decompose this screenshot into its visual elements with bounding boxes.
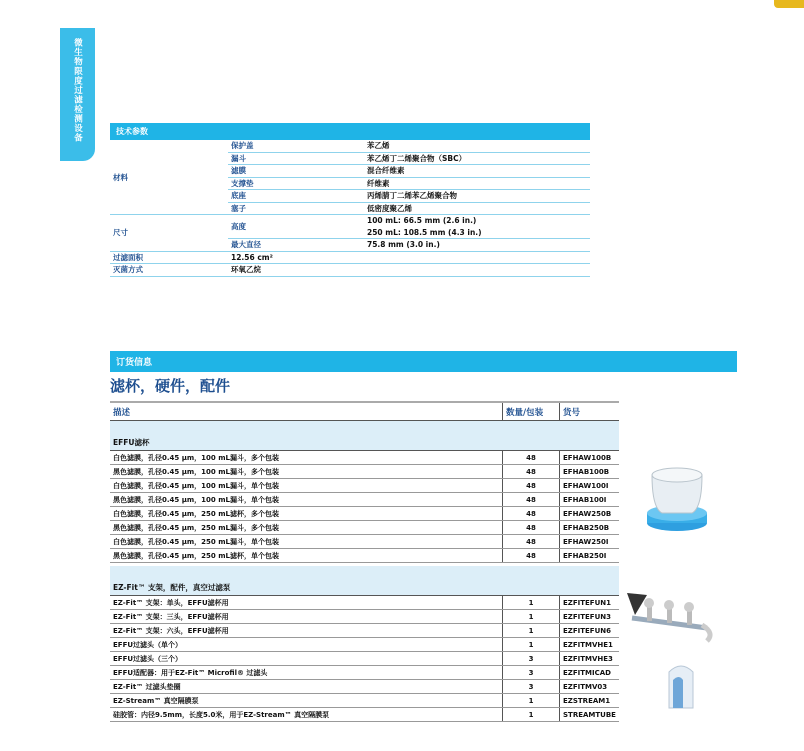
item-description: 黑色滤膜，孔径0.45 µm，250 mL滤杯，单个包装 [110, 549, 503, 563]
col-qty: 数量/包装 [503, 402, 560, 421]
tech-key: 漏斗 [228, 152, 364, 165]
item-code: EZFITMICAD [560, 666, 619, 680]
table-row [110, 680, 737, 694]
section-label: EZ-Fit™ 支架，配件，真空过滤泵 [110, 566, 619, 596]
item-quantity: 3 [503, 652, 560, 666]
item-description: EFFU过滤头（三个） [110, 652, 503, 666]
section-title: 滤杯，硬件，配件 [110, 377, 231, 395]
item-code: EFHAB250B [560, 521, 619, 535]
table-row [110, 535, 737, 549]
section-row [110, 566, 737, 596]
tech-key: 底座 [228, 190, 364, 203]
item-description: EZ-Fit™ 支架：单头，EFFU滤杯用 [110, 596, 503, 610]
table-row [110, 708, 737, 722]
item-code: EFHAB100I [560, 493, 619, 507]
side-tab [60, 28, 95, 161]
item-description: EZ-Stream™ 真空隔膜泵 [110, 694, 503, 708]
tech-header: 技术参数 [110, 123, 590, 140]
corner-decoration [774, 0, 804, 8]
table-row [110, 666, 737, 680]
item-code: EZFITEFUN6 [560, 624, 619, 638]
item-quantity: 48 [503, 451, 560, 465]
item-description: 白色滤膜，孔径0.45 µm，100 mL漏斗，单个包装 [110, 479, 503, 493]
item-quantity: 1 [503, 610, 560, 624]
item-code: EFHAB250I [560, 549, 619, 563]
order-table [110, 401, 737, 722]
tech-value: 250 mL: 108.5 mm (4.3 in.) [364, 227, 590, 239]
order-header: 订货信息 [110, 351, 737, 372]
item-code: EZFITMVHE3 [560, 652, 619, 666]
item-description: EZ-Fit™ 过滤头垫圈 [110, 680, 503, 694]
tech-value: 苯乙烯丁二烯聚合物（SBC） [364, 152, 590, 165]
item-code: EZFITEFUN1 [560, 596, 619, 610]
table-row [110, 652, 737, 666]
side-tab-label: 微生物限度过滤检测设备 [72, 38, 83, 143]
tech-key: 高度 [228, 215, 364, 239]
item-quantity: 3 [503, 680, 560, 694]
item-description: 白色滤膜，孔径0.45 µm，100 mL漏斗，多个包装 [110, 451, 503, 465]
item-code: EFHAW250I [560, 535, 619, 549]
item-quantity: 48 [503, 535, 560, 549]
item-description: 白色滤膜，孔径0.45 µm，250 mL滤杯，多个包装 [110, 507, 503, 521]
table-row [110, 694, 737, 708]
item-code: EZFITMV03 [560, 680, 619, 694]
item-quantity: 1 [503, 708, 560, 722]
tech-group-label: 尺寸 [110, 215, 228, 252]
table-row [110, 549, 737, 563]
image-cell [619, 549, 737, 563]
filter-cup-image [640, 463, 715, 533]
item-code: EZFITMVHE1 [560, 638, 619, 652]
tech-key: 最大直径 [228, 239, 364, 252]
item-code: EFHAW250B [560, 507, 619, 521]
item-description: EFFU过滤头（单个） [110, 638, 503, 652]
item-quantity: 1 [503, 596, 560, 610]
item-quantity: 3 [503, 666, 560, 680]
tech-table [110, 140, 590, 277]
item-code: EFHAB100B [560, 465, 619, 479]
section-label: EFFU滤杯 [110, 421, 619, 451]
item-description: EZ-Fit™ 支架：三头，EFFU滤杯用 [110, 610, 503, 624]
col-desc: 描述 [110, 402, 503, 421]
item-code: EZSTREAM1 [560, 694, 619, 708]
item-quantity: 48 [503, 479, 560, 493]
item-code: EZFITEFUN3 [560, 610, 619, 624]
tech-key: 支撑垫 [228, 177, 364, 190]
tech-group-label: 过滤面积 [110, 251, 228, 264]
item-quantity: 48 [503, 521, 560, 535]
item-description: 白色滤膜，孔径0.45 µm，250 mL漏斗，单个包装 [110, 535, 503, 549]
tech-value: 100 mL: 66.5 mm (2.6 in.) [367, 216, 477, 226]
item-quantity: 1 [503, 694, 560, 708]
tech-value: 混合纤维素 [364, 165, 590, 178]
tech-value: 低密度聚乙烯 [364, 202, 590, 215]
item-description: 硅胶管：内径9.5mm，长度5.0米，用于EZ-Stream™ 真空隔膜泵 [110, 708, 503, 722]
tech-value: 纤维素 [364, 177, 590, 190]
vacuum-pump-image [661, 660, 701, 710]
tech-key: 滤膜 [228, 165, 364, 178]
item-quantity: 48 [503, 465, 560, 479]
item-code: STREAMTUBE [560, 708, 619, 722]
tech-key: 塞子 [228, 202, 364, 215]
tech-group-label: 灭菌方式 [110, 264, 228, 277]
item-description: EZ-Fit™ 支架：六头，EFFU滤杯用 [110, 624, 503, 638]
item-quantity: 48 [503, 507, 560, 521]
item-code: EFHAW100B [560, 451, 619, 465]
item-description: 黑色滤膜，孔径0.45 µm，100 mL漏斗，单个包装 [110, 493, 503, 507]
image-cell [619, 535, 737, 549]
section-row [110, 421, 737, 451]
manifold-image [627, 593, 717, 643]
tech-value: 环氧乙烷 [228, 264, 590, 277]
item-quantity: 48 [503, 493, 560, 507]
tech-value: 丙烯腈丁二烯苯乙烯聚合物 [364, 190, 590, 203]
item-description: 黑色滤膜，孔径0.45 µm，100 mL漏斗，多个包装 [110, 465, 503, 479]
tech-value: 12.56 cm² [228, 251, 590, 264]
tech-key: 保护盖 [228, 140, 364, 152]
item-quantity: 1 [503, 638, 560, 652]
item-description: 黑色滤膜，孔径0.45 µm，250 mL漏斗，多个包装 [110, 521, 503, 535]
tech-value: 75.8 mm (3.0 in.) [364, 239, 590, 252]
tech-row [110, 140, 590, 152]
tech-value: 苯乙烯 [364, 140, 590, 152]
item-quantity: 1 [503, 624, 560, 638]
item-code: EFHAW100I [560, 479, 619, 493]
col-code: 货号 [560, 402, 619, 421]
item-quantity: 48 [503, 549, 560, 563]
tech-group-label: 材料 [110, 140, 228, 215]
item-description: EFFU适配器：用于EZ-Fit™ Microfil® 过滤头 [110, 666, 503, 680]
